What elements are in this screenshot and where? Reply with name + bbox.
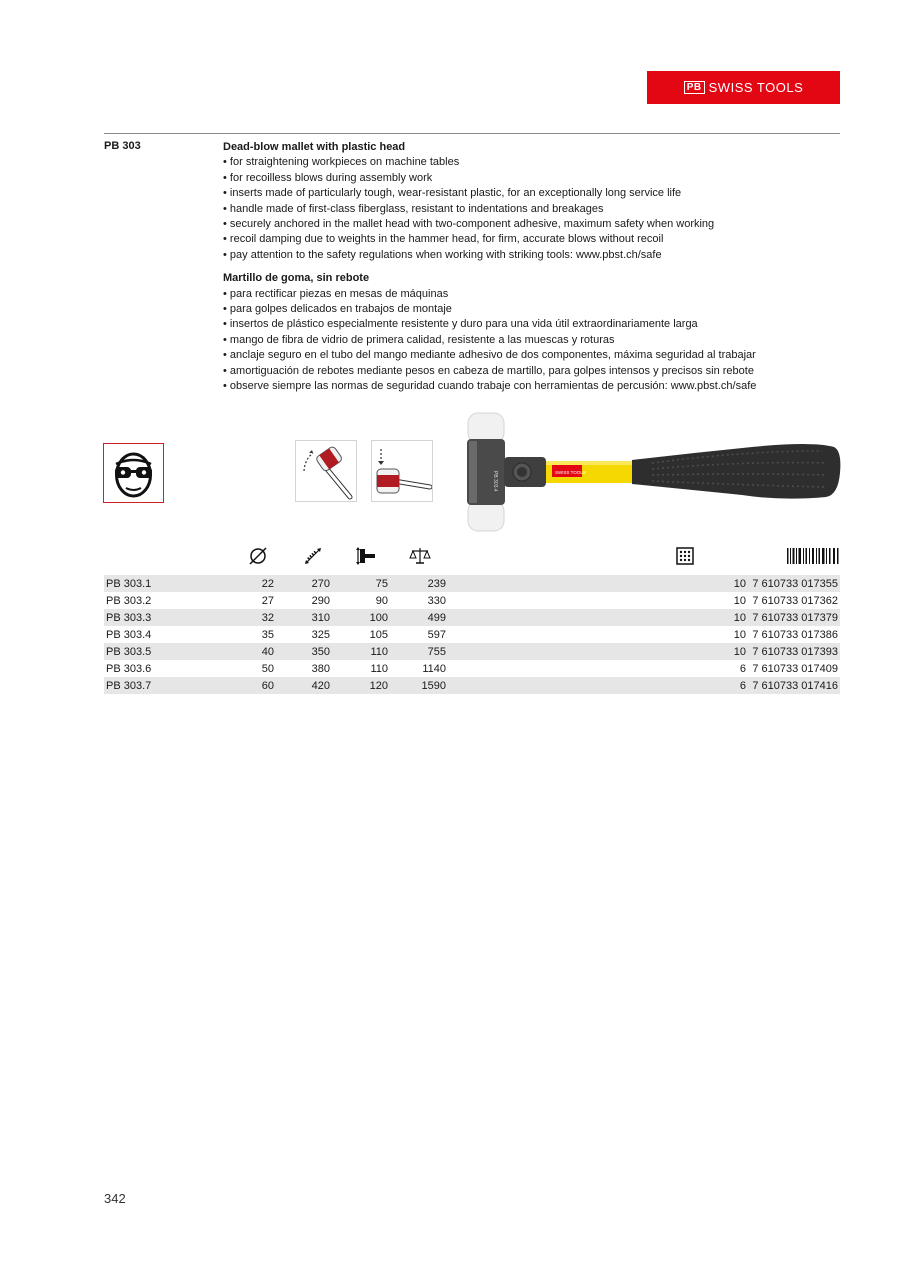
cell-diameter: 22 — [228, 575, 276, 592]
cell-weight: 499 — [390, 609, 448, 626]
diameter-icon — [247, 545, 269, 567]
table-row — [104, 660, 840, 677]
cell-head: 90 — [375, 594, 388, 607]
cell-length: 290 — [311, 594, 330, 607]
weight-icon — [408, 545, 432, 567]
cell-code: PB 303.1 — [104, 575, 228, 592]
cell-length: 310 — [276, 609, 332, 626]
cell-head: 105 — [369, 628, 388, 641]
bullet-es: • para rectificar piezas en mesas de máquinas — [223, 287, 843, 302]
length-icon — [302, 545, 324, 567]
cell-length: 420 — [276, 677, 332, 694]
cell-length: 380 — [311, 662, 330, 675]
table-row — [104, 626, 840, 643]
cell-ean: 7 610733 017386 — [752, 628, 838, 641]
cell-spacer — [448, 592, 714, 609]
cell-ean: 7 610733 017362 — [752, 594, 838, 607]
table-row — [104, 677, 840, 694]
bullet-en: • inserts made of particularly tough, wear-resistant plastic, for an exceptionally long service life — [223, 186, 843, 201]
head-length-icon — [354, 545, 378, 567]
cell-code: PB 303.5 — [104, 643, 228, 660]
cell-qty: 6 — [739, 662, 746, 675]
cell-weight: 330 — [427, 594, 446, 607]
cell-spacer — [448, 677, 714, 694]
cell-ean: 7 610733 017355 — [748, 575, 840, 592]
title-en: Dead-blow mallet with plastic head — [223, 141, 406, 153]
cell-qty: 10 — [733, 594, 746, 607]
bullet-es: • observe siempre las normas de seguridad cuando trabaje con herramientas de percusión: www.pbst.ch/safe — [223, 379, 843, 394]
bullet-en: • securely anchored in the mallet head with two-component adhesive, maximum safety when working — [223, 217, 843, 232]
table-row — [104, 609, 840, 626]
cell-weight: 1140 — [422, 662, 446, 675]
cell-ean: 7 610733 017416 — [748, 677, 840, 694]
bullet-es: • mango de fibra de vidrio de primera calidad, resistente a las muescas y roturas — [223, 333, 843, 348]
cell-qty: 10 — [714, 575, 748, 592]
cell-diameter: 50 — [261, 662, 274, 675]
header-rule — [104, 133, 840, 134]
cell-weight: 755 — [390, 643, 448, 660]
cell-diameter: 60 — [228, 677, 276, 694]
head-label: PB 303.4 — [492, 471, 498, 492]
hammer-illustration — [462, 411, 842, 533]
bullet-es: • insertos de plástico especialmente resistente y duro para una vida útil extraordinariamente larga — [223, 317, 843, 332]
spec-table — [104, 575, 840, 694]
cell-length: 350 — [276, 643, 332, 660]
bullet-en: • for straightening workpieces on machine tables — [223, 155, 843, 170]
cell-qty: 10 — [733, 628, 746, 641]
bullet-es: • para golpes delicados en trabajos de montaje — [223, 302, 843, 317]
bullet-en: • for recoilless blows during assembly work — [223, 171, 843, 186]
bullets-es — [223, 287, 843, 395]
bullet-en: • pay attention to the safety regulations when working with striking tools: www.pbst.ch/safe — [223, 248, 843, 263]
bullet-es: • anclaje seguro en el tubo del mango mediante adhesivo de dos componentes, máxima seguridad al trabajar — [223, 348, 843, 363]
bullets-en — [223, 155, 843, 263]
product-code: PB 303 — [104, 140, 141, 152]
cell-qty: 10 — [714, 609, 748, 626]
cell-head: 120 — [332, 677, 390, 694]
brand-logo-name: SWISS TOOLS — [708, 80, 804, 95]
bullet-en: • recoil damping due to weights in the hammer head, for firm, accurate blows without recoil — [223, 232, 843, 247]
cell-code: PB 303.7 — [104, 677, 228, 694]
table-row — [104, 643, 840, 660]
cell-code: PB 303.3 — [104, 609, 228, 626]
cell-ean: 7 610733 017409 — [752, 662, 838, 675]
barcode-icon — [786, 545, 840, 567]
cell-spacer — [448, 626, 714, 643]
page-number: 342 — [104, 1191, 126, 1206]
cell-ean: 7 610733 017393 — [748, 643, 840, 660]
handle-label: SWISS TOOLS — [555, 470, 586, 475]
bullet-es: • amortiguación de rebotes mediante pesos en cabeza de martillo, para golpes intensos y precisos sin rebote — [223, 364, 843, 379]
cell-weight: 239 — [390, 575, 448, 592]
cell-spacer — [448, 575, 714, 592]
table-row — [104, 592, 840, 609]
cell-head: 75 — [332, 575, 390, 592]
cell-ean: 7 610733 017379 — [748, 609, 840, 626]
brand-logo — [647, 71, 840, 104]
pack-qty-icon — [675, 545, 695, 567]
title-es: Martillo de goma, sin rebote — [223, 272, 370, 285]
product-description — [223, 140, 843, 395]
cell-code: PB 303.2 — [106, 594, 152, 607]
cell-code: PB 303.4 — [106, 628, 152, 641]
cell-diameter: 32 — [228, 609, 276, 626]
cell-diameter: 35 — [261, 628, 274, 641]
cell-spacer — [448, 609, 714, 626]
brand-logo-pb: PB — [684, 81, 705, 94]
usage-straight-blow-icon — [371, 440, 433, 502]
cell-spacer — [448, 660, 714, 677]
cell-head: 110 — [370, 662, 388, 675]
cell-length: 325 — [311, 628, 330, 641]
cell-head: 110 — [332, 643, 390, 660]
cell-qty: 10 — [714, 643, 748, 660]
table-row — [104, 575, 840, 592]
bullet-en: • handle made of first-class fiberglass, resistant to indentations and breakages — [223, 202, 843, 217]
cell-weight: 597 — [427, 628, 446, 641]
cell-diameter: 40 — [228, 643, 276, 660]
cell-qty: 6 — [714, 677, 748, 694]
cell-weight: 1590 — [390, 677, 448, 694]
cell-head: 100 — [332, 609, 390, 626]
safety-goggles-icon — [103, 443, 164, 503]
cell-diameter: 27 — [261, 594, 274, 607]
usage-angled-blow-icon — [295, 440, 357, 502]
cell-length: 270 — [276, 575, 332, 592]
cell-code: PB 303.6 — [106, 662, 152, 675]
cell-spacer — [448, 643, 714, 660]
